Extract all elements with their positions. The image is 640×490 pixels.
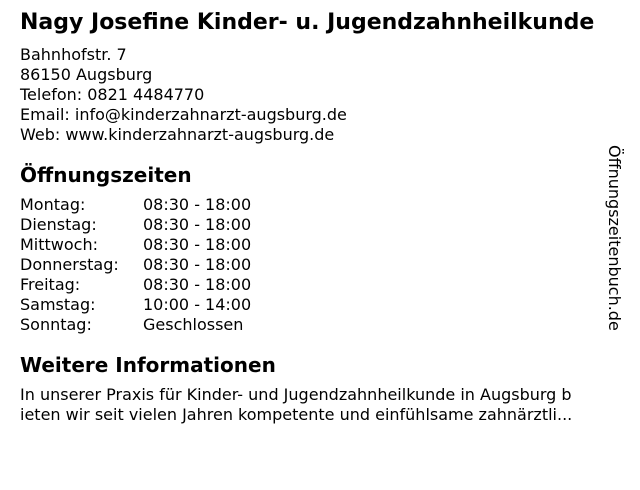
main-content	[0, 10, 640, 425]
address-city-line: 86150 Augsburg	[20, 65, 153, 84]
hours-day-label: Sonntag:	[20, 315, 92, 334]
hours-row-monday	[20, 195, 640, 215]
business-name-title: Nagy Josefine Kinder- u. Jugendzahnheilkunde	[20, 10, 595, 35]
hours-time-value: 08:30 - 18:00	[143, 275, 252, 294]
more-information-text	[20, 385, 640, 425]
hours-row-saturday	[20, 295, 640, 315]
hours-row-tuesday	[20, 215, 640, 235]
info-text-line: ieten wir seit vielen Jahren kompetente und einfühlsame zahnärztli...	[20, 405, 573, 424]
hours-time-value: 08:30 - 18:00	[143, 195, 252, 214]
hours-day-label: Montag:	[20, 195, 86, 214]
hours-day-label: Samstag:	[20, 295, 96, 314]
hours-day-label: Mittwoch:	[20, 235, 98, 254]
hours-time-value: Geschlossen	[143, 315, 244, 334]
phone-line: Telefon: 0821 4484770	[20, 85, 205, 104]
opening-hours-heading: Öffnungszeiten	[20, 163, 192, 187]
hours-day-label: Freitag:	[20, 275, 81, 294]
email-line: Email: info@kinderzahnarzt-augsburg.de	[20, 105, 347, 124]
hours-day-label: Dienstag:	[20, 215, 97, 234]
website-line: Web: www.kinderzahnarzt-augsburg.de	[20, 125, 335, 144]
info-text-line: In unserer Praxis für Kinder- und Jugendzahnheilkunde in Augsburg b	[20, 385, 572, 404]
hours-time-value: 08:30 - 18:00	[143, 215, 252, 234]
address-street-line: Bahnhofstr. 7	[20, 45, 127, 64]
hours-row-sunday	[20, 315, 640, 335]
hours-row-friday	[20, 275, 640, 295]
more-information-heading: Weitere Informationen	[20, 353, 276, 377]
hours-day-label: Donnerstag:	[20, 255, 119, 274]
oeffnungszeitenbuch-watermark: Öffnungszeitenbuch.de	[605, 145, 624, 331]
hours-row-wednesday	[20, 235, 640, 255]
hours-row-thursday	[20, 255, 640, 275]
opening-hours-table	[20, 195, 640, 335]
hours-time-value: 08:30 - 18:00	[143, 255, 252, 274]
contact-block	[20, 45, 640, 145]
hours-time-value: 10:00 - 14:00	[143, 295, 252, 314]
hours-time-value: 08:30 - 18:00	[143, 235, 252, 254]
